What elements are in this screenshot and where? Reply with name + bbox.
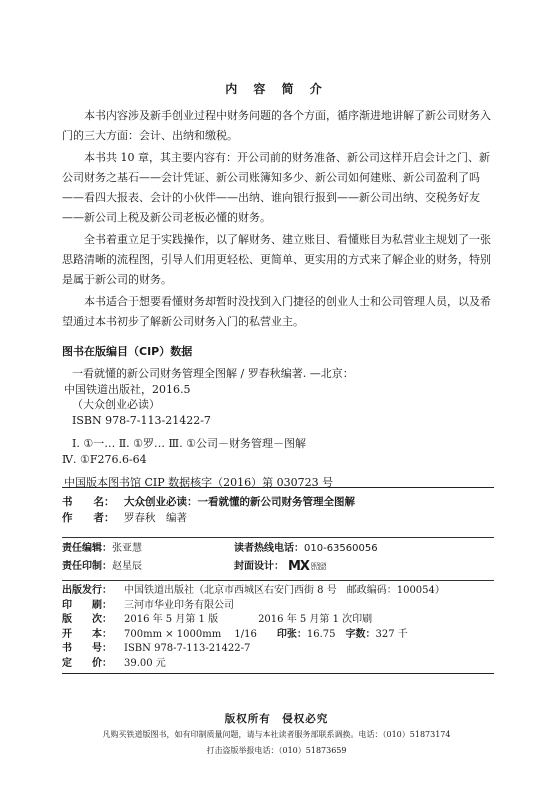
- cip-line-series: （大众创业必读）: [72, 398, 160, 411]
- words-label: 字数：: [345, 628, 376, 640]
- sheets-value: 16.75: [306, 628, 346, 640]
- printer-label: 印 刷：: [62, 599, 112, 611]
- intro-paragraph-3: 全书着重立足于实践操作，以了解财务、建立账目、看懂账目为私营业主规划了一张思路清晰的流程图，引导人们用更轻松、更简单、更实用的方式来了解企业的财务，特别是属于新公司的财务。: [62, 233, 491, 286]
- sheets-label: 印张：: [276, 628, 307, 640]
- cip-heading: 图书在版编目（CIP）数据: [62, 345, 193, 358]
- cip-line-classification: Ⅰ. ①一… Ⅱ. ①罗… Ⅲ. ①公司－财务管理－图解: [72, 437, 306, 450]
- piracy-hotline: 打击盗版举报电话：（010）51873659: [206, 746, 347, 755]
- author-value: 罗春秋 编著: [124, 512, 187, 524]
- copyright-notice: 凡购买铁道版图书，如有印制质量问题，请与本社读者服务部联系调换。电话：（010）51873174: [102, 730, 451, 739]
- cip-line-record: 中国版本图书馆 CIP 数据核字（2016）第 030723 号: [64, 476, 334, 489]
- printer-value: 三河市华业印务有限公司: [124, 599, 234, 611]
- divider: [62, 673, 494, 674]
- price-value: 39.00 元: [124, 657, 166, 669]
- words-value: 327 千: [375, 628, 408, 640]
- divider: [62, 487, 494, 488]
- format-label: 开 本：: [62, 628, 112, 640]
- hotline-label: 读者热线电话：: [234, 543, 304, 554]
- intro-section: [62, 106, 494, 334]
- edition-value: 2016 年 5 月第 1 版 2016 年 5 月第 1 次印刷: [124, 614, 373, 625]
- publication-info: [62, 584, 494, 671]
- author-label: 作 者：: [62, 512, 115, 524]
- price-label: 定 价：: [62, 657, 112, 669]
- staff-info: [62, 540, 494, 576]
- intro-paragraph-2: 本书共 10 章，其主要内容有：开公司前的财务准备、新公司这样开启会计之门、新公司财务之基石——会计凭证、新公司账簿知多少、新公司如何建账、新公司盈利了吗——看四大报表、会计的小伙伴——出纳、谁向银行报到——新公司出纳、交税务好友——新公司上税及新公司老板必懂的财务。: [62, 151, 490, 224]
- cip-line-isbn: ISBN 978-7-113-21422-7: [72, 413, 211, 427]
- editor-label: 责任编辑：: [62, 543, 112, 554]
- isbn-value: ISBN 978-7-113-21422-7: [124, 643, 251, 654]
- cip-block: [62, 366, 502, 491]
- cip-line-class-number: Ⅳ. ①F276.6-64: [62, 452, 147, 466]
- copyright-title: 版权所有 侵权必究: [224, 713, 329, 725]
- book-name-label: 书 名：: [62, 496, 115, 508]
- divider: [62, 537, 494, 538]
- publisher-value: 中国铁道出版社（北京市西城区右安门西街 8 号 邮政编码：100054）: [124, 585, 445, 596]
- editor-value: 张亚慧: [112, 543, 142, 554]
- hotline-value: 010-63560056: [304, 543, 378, 554]
- divider: [62, 580, 494, 581]
- intro-paragraph-1: 本书内容涉及新手创业过程中财务问题的各个方面，循序渐进地讲解了新公司财务入门的三大方面：会计、出纳和缴税。: [62, 109, 491, 142]
- cip-line-title: 一看就懂的新公司财务管理全图解 / 罗春秋编著. —北京：: [72, 367, 354, 380]
- mx-design-studio-logo: MX DESIGN STUDIO: [288, 559, 327, 574]
- intro-paragraph-4: 本书适合于想要看懂财务却暂时没找到入门捷径的创业人士和公司管理人员，以及希望通过本书初步了解新公司财务入门的私营业主。: [62, 295, 491, 328]
- page-title: 内 容 简 介: [225, 82, 328, 96]
- cover-design-label: 封面设计：: [234, 561, 284, 572]
- format-value: 700mm × 1000mm 1/16: [124, 628, 277, 640]
- publisher-label: 出版发行：: [62, 585, 112, 596]
- edition-label: 版 次：: [62, 614, 112, 625]
- print-manager-value: 赵星辰: [112, 561, 142, 572]
- book-name-value: 大众创业必读：一看就懂的新公司财务管理全图解: [124, 496, 355, 508]
- isbn-label: 书 号：: [62, 643, 112, 654]
- cip-line-publisher: 中国铁道出版社，2016.5: [64, 382, 191, 396]
- print-manager-label: 责任印制：: [62, 561, 112, 572]
- book-info: [62, 494, 494, 526]
